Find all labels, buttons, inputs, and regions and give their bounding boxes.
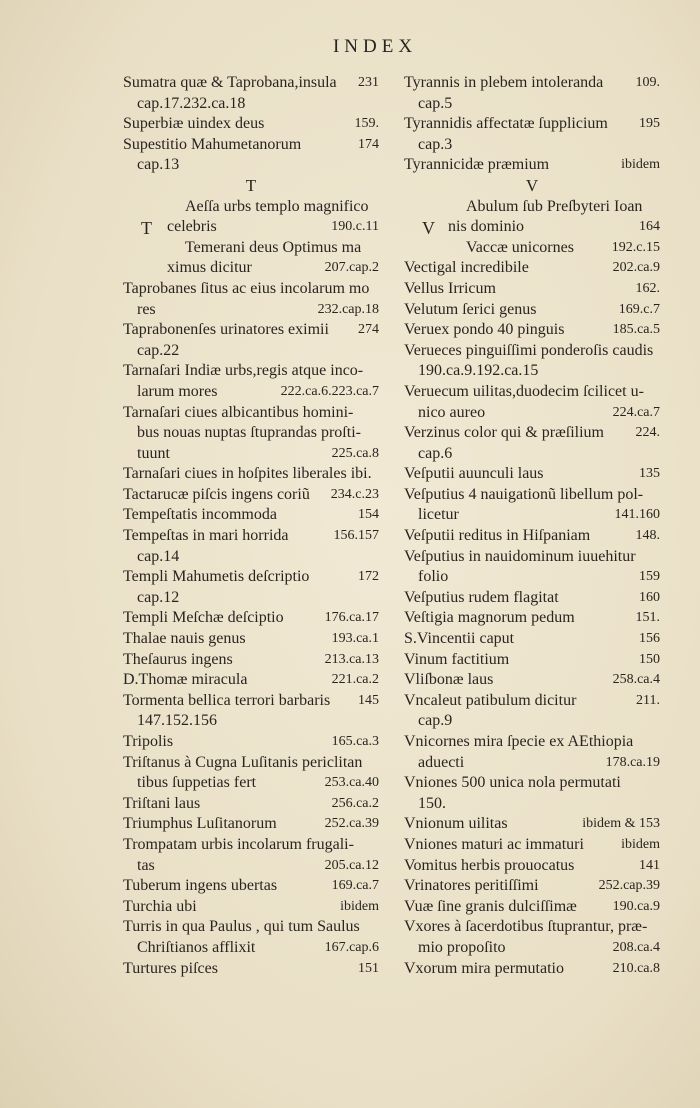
section-letter: T — [245, 175, 257, 195]
index-entry — [123, 485, 379, 506]
index-entry — [123, 732, 379, 753]
entry-text: Sumatra quæ & Taprobana,insula — [123, 74, 337, 91]
entry-text: tibus ſuppetias fert — [137, 774, 257, 792]
entry-reference: 109. — [635, 75, 660, 90]
entry-reference: 202.ca.9 — [612, 260, 660, 276]
entry-text: celebris — [167, 218, 217, 236]
index-entry — [123, 794, 379, 815]
index-entry — [404, 814, 660, 835]
entry-text: Veſputius 4 nauigationũ libellum pol- — [404, 485, 644, 503]
index-entry — [123, 197, 379, 279]
entry-text: Tarnaſari ciues albicantibus homini- — [123, 403, 354, 421]
entry-text: larum mores — [137, 382, 218, 400]
entry-reference: 256.ca.2 — [331, 795, 379, 811]
entry-text: cap.5 — [418, 94, 453, 112]
entry-reference: 210.ca.8 — [612, 960, 660, 976]
entry-text: Tempeſtas in mari horrida — [123, 527, 289, 545]
entry-reference: 224. — [635, 425, 660, 441]
entry-text: Tyrannidis affectatæ ſupplicium — [404, 115, 608, 133]
entry-text: Veruex pondo 40 pinguis — [404, 321, 565, 339]
entry-text: Temerani deus Optimus ma — [185, 238, 362, 256]
entry-text: Theſaurus ingens — [123, 650, 233, 668]
index-entry — [404, 876, 660, 897]
entry-reference: 160 — [639, 589, 660, 605]
entry-reference: 205.ca.12 — [324, 857, 379, 873]
entry-reference: 156.157 — [333, 528, 379, 544]
entry-text: Tarnaſari Indiæ urbs,regis atque inco- — [123, 362, 364, 380]
entry-text: Verueces pinguiſſimi ponderoſis caudis — [404, 341, 654, 359]
entry-reference: 174 — [358, 136, 379, 152]
entry-reference: 192.c.15 — [611, 239, 660, 255]
entry-text: Vncaleut patibulum dicitur — [404, 691, 577, 709]
entry-text: Turchia ubi — [123, 897, 197, 915]
entry-reference: ibidem & 153 — [582, 816, 660, 832]
entry-text: Tormenta bellica terrori barbaris — [123, 691, 331, 709]
index-entry — [404, 835, 660, 856]
index-entry — [404, 732, 660, 773]
index-entry — [123, 73, 379, 114]
entry-text: cap.9 — [418, 712, 453, 730]
entry-text: ximus dicitur — [167, 259, 252, 277]
index-entry — [404, 650, 660, 671]
index-entry — [123, 650, 379, 671]
entry-reference: 252.cap.39 — [598, 878, 660, 894]
entry-text: Vectigal incredibile — [404, 259, 529, 277]
entry-text: Trompatam urbis incolarum frugali- — [123, 835, 354, 853]
entry-reference: 165.ca.3 — [331, 734, 379, 749]
entry-reference: 141.160 — [614, 507, 660, 523]
entry-text: Vxores à ſacerdotibus ſtuprantur, præ- — [404, 918, 648, 936]
entry-reference: 185.ca.5 — [612, 322, 660, 338]
entry-text: Turris in qua Paulus , qui tum Saulus — [123, 918, 360, 936]
entry-reference: 150 — [639, 651, 660, 667]
index-entry — [404, 547, 660, 588]
entry-text: Taprobanes ſitus ac eius incolarum mo — [123, 279, 370, 297]
index-entry — [123, 959, 379, 980]
index-entry — [123, 526, 379, 567]
entry-text: tas — [137, 856, 155, 874]
entry-text: Veruecum uilitas,duodecim ſcilicet u- — [404, 382, 644, 400]
entry-text: mio propoſito — [418, 938, 506, 956]
index-entry — [404, 691, 660, 732]
index-column-left — [123, 73, 379, 979]
entry-text: 190.ca.9.192.ca.15 — [418, 362, 539, 380]
entry-text: Turtures piſces — [123, 959, 218, 977]
entry-text: cap.22 — [137, 341, 180, 359]
entry-reference: 195 — [639, 116, 660, 132]
index-entry — [123, 320, 379, 361]
entry-text: Veſtigia magnorum pedum — [404, 609, 575, 627]
entry-reference: 154 — [358, 507, 379, 523]
index-entry — [404, 917, 660, 958]
entry-text: cap.14 — [137, 547, 180, 565]
entry-text: Vinum factitium — [404, 650, 510, 668]
entry-text: Tyrannis in plebem intoleranda — [404, 74, 604, 91]
index-entry — [404, 423, 660, 464]
entry-reference: 169.ca.7 — [331, 878, 379, 894]
entry-text: Vaccæ unicornes — [466, 238, 574, 256]
entry-text: Vrinatores peritiſſimi — [404, 877, 539, 895]
entry-text: Taprabonenſes urinatores eximii — [123, 321, 329, 339]
entry-text: Veſputius rudem flagitat — [404, 588, 559, 606]
index-entry — [404, 382, 660, 423]
entry-reference: 211. — [636, 692, 660, 708]
index-entry — [123, 753, 379, 794]
entry-reference: 141 — [639, 857, 660, 873]
entry-text: Vomitus herbis prouocatus — [404, 856, 575, 874]
index-entry — [123, 835, 379, 876]
entry-text: folio — [418, 568, 449, 586]
index-entry — [404, 608, 660, 629]
entry-text: Tripolis — [123, 733, 174, 750]
entry-reference: 234.c.23 — [330, 486, 379, 502]
entry-reference: 148. — [635, 528, 660, 544]
index-entry — [404, 773, 660, 814]
index-entry — [123, 608, 379, 629]
entry-text: tuunt — [137, 444, 170, 462]
entry-reference: 193.ca.1 — [331, 631, 379, 647]
entry-text: Vliſbonæ laus — [404, 671, 494, 689]
entry-reference: 159. — [354, 116, 379, 132]
entry-reference: 169.c.7 — [618, 301, 660, 317]
index-entry — [404, 320, 660, 341]
entry-text: Tarnaſari ciues in hoſpites liberales ibi. — [123, 465, 372, 483]
index-entry — [404, 114, 660, 155]
entry-text: Templi Meſchæ deſciptio — [123, 609, 284, 627]
index-entry — [404, 485, 660, 526]
entry-reference: 151 — [358, 960, 379, 976]
entry-text: Veſputii auunculi laus — [404, 465, 544, 483]
entry-text: cap.12 — [137, 588, 180, 606]
index-entry — [123, 279, 379, 320]
index-entry — [123, 114, 379, 135]
index-entry — [404, 464, 660, 485]
entry-text: res — [137, 300, 156, 318]
entry-reference: 225.ca.8 — [331, 445, 379, 461]
entry-text: Aeſſa urbs templo magnifico — [185, 197, 369, 215]
entry-reference: 151. — [635, 610, 660, 626]
entry-text: Triſtani laus — [123, 794, 201, 812]
entry-reference: 252.ca.39 — [324, 816, 379, 832]
entry-text: Thalae nauis genus — [123, 630, 246, 648]
entry-reference: 274 — [358, 322, 379, 338]
index-entry — [404, 629, 660, 650]
index-entry — [123, 897, 379, 918]
entry-text: 150. — [418, 794, 446, 812]
index-entry — [404, 300, 660, 321]
index-entry — [404, 73, 660, 114]
entry-text: Triſtanus à Cugna Luſitanis periclitan — [123, 753, 363, 771]
index-entry — [404, 526, 660, 547]
entry-text: bus nouas nuptas ſtuprandas proſti- — [137, 424, 361, 442]
entry-text: Veſputii reditus in Hiſpaniam — [404, 527, 591, 545]
page-header: INDEX — [332, 36, 418, 57]
entry-reference: 253.ca.40 — [324, 775, 379, 791]
entry-text: Superbiæ uindex deus — [123, 115, 265, 133]
entry-text: Chriſtianos afflixit — [137, 938, 256, 956]
entry-reference: 224.ca.7 — [612, 404, 660, 420]
entry-reference: 162. — [635, 280, 660, 296]
entry-reference: 208.ca.4 — [612, 939, 660, 955]
index-entry — [404, 856, 660, 877]
entry-text: 147.152.156 — [137, 712, 217, 730]
entry-text: S.Vincentii caput — [404, 630, 515, 648]
entry-reference: 190.c.11 — [331, 219, 379, 235]
index-entry — [123, 403, 379, 465]
entry-text: Tyrannicidæ præmium — [404, 156, 550, 174]
entry-text: Verzinus color qui & præſilium — [404, 424, 604, 442]
entry-reference: 159 — [639, 569, 660, 585]
entry-text: cap.17.232.ca.18 — [137, 94, 246, 112]
index-entry — [404, 588, 660, 609]
index-entry — [404, 258, 660, 279]
entry-reference: 145 — [358, 692, 379, 708]
entry-reference: 135 — [639, 466, 660, 482]
entry-reference: 207.cap.2 — [324, 260, 379, 276]
entry-text: Supestitio Mahumetanorum — [123, 135, 302, 153]
entry-text: cap.13 — [137, 156, 180, 174]
entry-text: cap.3 — [418, 135, 453, 153]
index-entry — [404, 670, 660, 691]
entry-text: Tuberum ingens ubertas — [123, 877, 278, 895]
drop-capital: T — [141, 217, 152, 238]
entry-text: Tactarucæ piſcis ingens coriũ — [123, 485, 310, 503]
entry-reference: 222.ca.6.223.ca.7 — [280, 383, 379, 399]
entry-text: Vellus Irricum — [404, 279, 496, 297]
index-entry — [123, 505, 379, 526]
entry-text: Veſputius in nauidominum iuuehitur — [404, 547, 636, 565]
entry-text: Vniones 500 unica nola permutati — [404, 774, 621, 792]
entry-reference: 164 — [639, 219, 660, 235]
index-entry — [123, 135, 379, 176]
entry-text: licetur — [418, 506, 459, 524]
entry-reference: 213.ca.13 — [324, 651, 379, 667]
index-entry — [123, 876, 379, 897]
entry-text: Templi Mahumetis deſcriptio — [123, 568, 310, 586]
index-entry — [404, 279, 660, 300]
entry-text: D.Thomæ miracula — [123, 671, 248, 689]
entry-text: cap.6 — [418, 444, 453, 462]
entry-text: Velutum ſerici genus — [404, 300, 537, 318]
index-entry — [123, 670, 379, 691]
entry-reference: 231 — [358, 75, 379, 90]
entry-text: aduecti — [418, 753, 465, 771]
entry-reference: 176.ca.17 — [324, 610, 379, 626]
entry-text: Vxorum mira permutatio — [404, 959, 564, 977]
entry-reference: 221.ca.2 — [331, 672, 379, 688]
entry-text: nis dominio — [448, 218, 525, 236]
entry-text: Vnionum uilitas — [404, 815, 508, 833]
index-entry — [404, 341, 660, 382]
index-entry — [123, 361, 379, 402]
index-column-right — [404, 73, 660, 979]
entry-text: Tempeſtatis incommoda — [123, 506, 277, 524]
entry-reference: 172 — [358, 569, 379, 585]
entry-reference: ibidem — [621, 836, 660, 852]
entry-text: Vnicornes mira ſpecie ex AEthiopia — [404, 733, 634, 750]
entry-reference: 178.ca.19 — [605, 754, 660, 770]
index-entry — [123, 917, 379, 958]
index-entry — [123, 567, 379, 608]
entry-reference: ibidem — [621, 157, 660, 173]
entry-text: Vuæ ſine granis dulciſſimæ — [404, 897, 577, 915]
index-entry — [123, 464, 379, 485]
entry-reference: 156 — [639, 631, 660, 647]
entry-reference: ibidem — [340, 898, 379, 914]
index-entry — [404, 959, 660, 980]
index-entry — [404, 897, 660, 918]
index-entry — [123, 691, 379, 732]
entry-text: nico aureo — [418, 403, 486, 421]
drop-capital: V — [422, 217, 435, 238]
section-letter: V — [525, 175, 539, 195]
entry-reference: 258.ca.4 — [612, 672, 660, 688]
entry-text: Abulum ſub Preſbyteri Ioan — [466, 197, 643, 215]
index-entry — [404, 197, 660, 259]
index-entry — [404, 155, 660, 176]
entry-reference: 232.cap.18 — [317, 301, 379, 317]
entry-reference: 190.ca.9 — [612, 898, 660, 914]
entry-text: Vniones maturi ac immaturi — [404, 835, 584, 853]
entry-text: Triumphus Luſitanorum — [123, 815, 277, 833]
index-entry — [123, 814, 379, 835]
index-entry — [123, 629, 379, 650]
entry-reference: 167.cap.6 — [324, 939, 379, 955]
